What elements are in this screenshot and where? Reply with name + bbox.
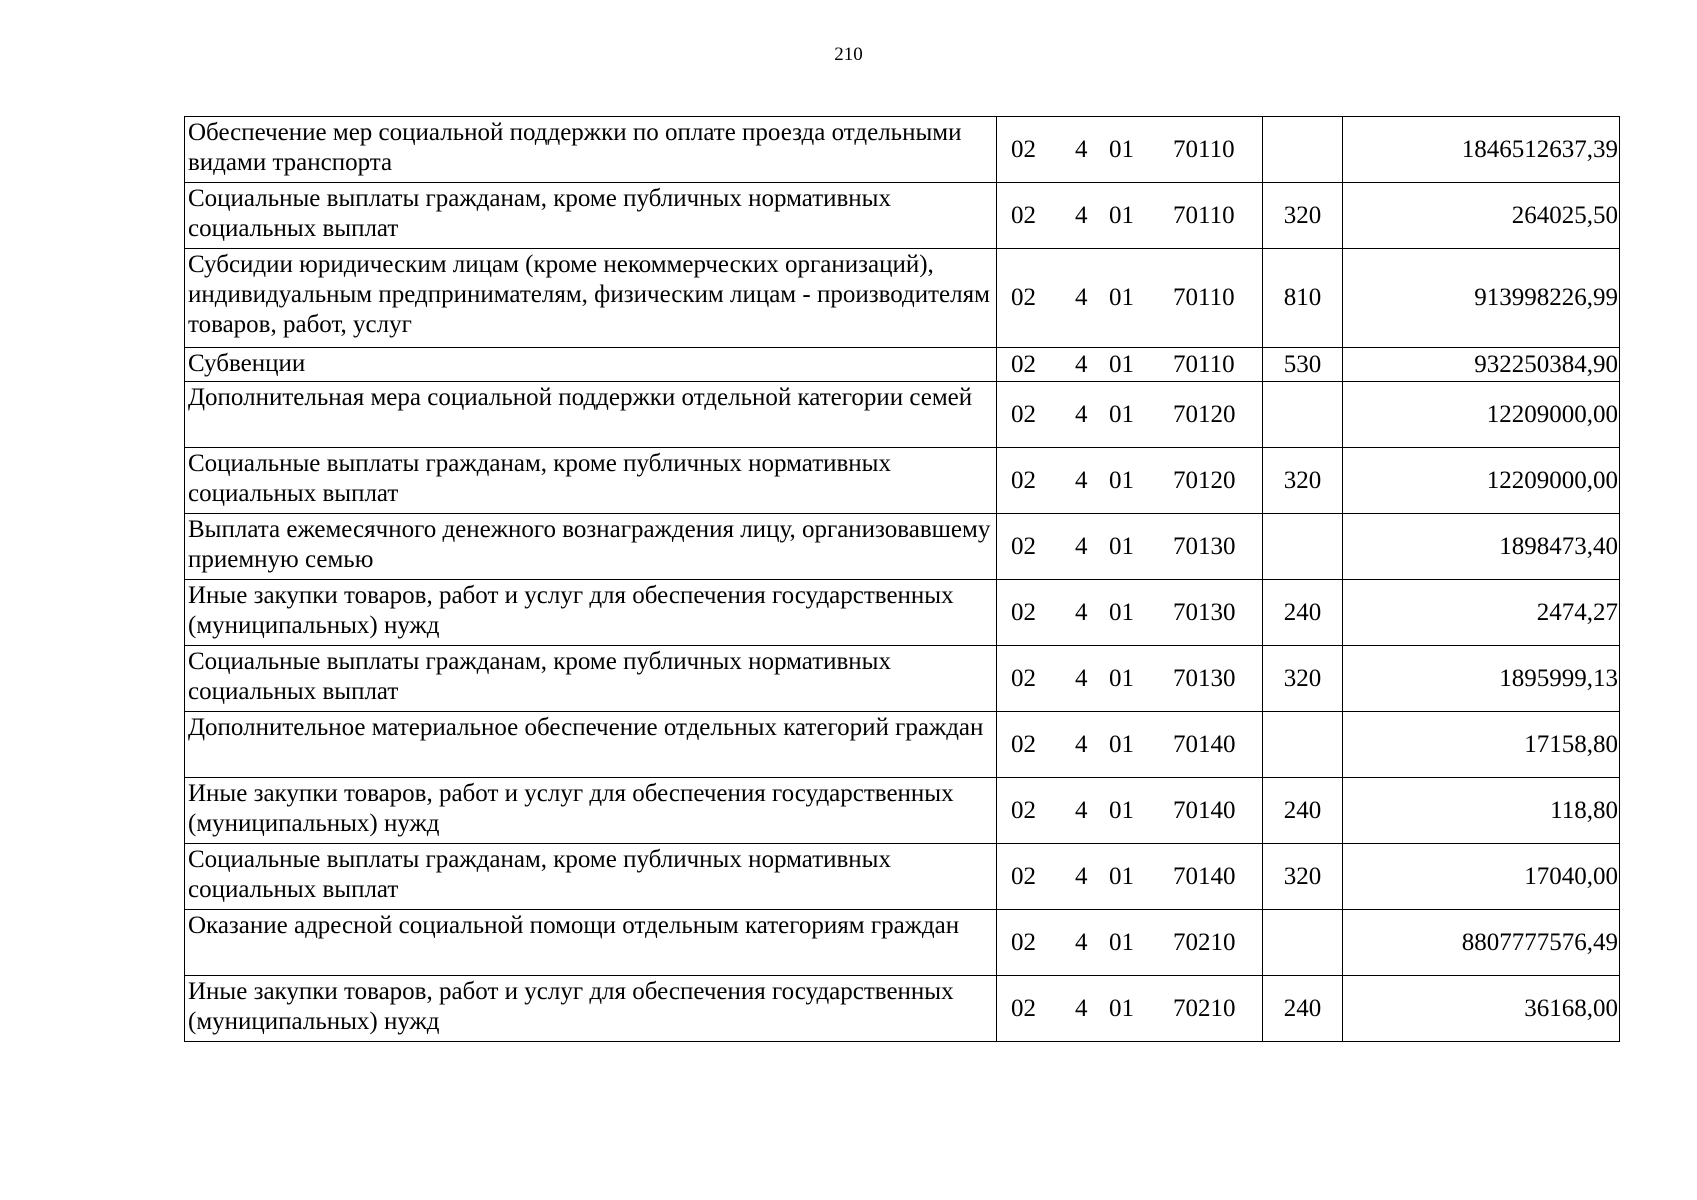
program-code: 4	[1075, 664, 1088, 692]
amount-value: 17158,80	[1524, 730, 1618, 758]
expense-name-cell	[185, 976, 997, 1042]
budget-table-body	[185, 117, 1620, 1042]
code-cell	[997, 778, 1263, 844]
amount-value: 1895999,13	[1499, 664, 1618, 692]
expense-name: Дополнительная мера социальной поддержки отдельной категории семей	[188, 384, 973, 411]
expense-name-cell	[185, 646, 997, 712]
program-code: 4	[1075, 928, 1088, 956]
direction-code: 70210	[1173, 928, 1236, 956]
amount-value: 118,80	[1550, 796, 1618, 824]
expense-type-cell	[1263, 844, 1343, 910]
table-row	[185, 976, 1620, 1042]
amount-value: 1846512637,39	[1461, 135, 1618, 163]
section-code: 02	[1011, 400, 1036, 428]
amount-cell	[1343, 448, 1620, 514]
expense-type-cell	[1263, 976, 1343, 1042]
section-code: 02	[1011, 532, 1036, 560]
expense-name-cell	[185, 382, 997, 448]
amount-cell	[1343, 382, 1620, 448]
expense-name: Иные закупки товаров, работ и услуг для обеспечения государственных (муниципальных) нужд	[188, 582, 954, 639]
code-cell	[997, 844, 1263, 910]
expense-type-code: 240	[1283, 796, 1322, 824]
amount-cell	[1343, 514, 1620, 580]
expense-name-cell	[185, 910, 997, 976]
section-code: 02	[1011, 664, 1036, 692]
expense-type-cell	[1263, 382, 1343, 448]
section-code: 02	[1011, 598, 1036, 626]
direction-code: 70110	[1173, 135, 1235, 163]
page-number: 210	[834, 44, 863, 65]
direction-code: 70110	[1173, 284, 1235, 311]
expense-name-cell	[185, 514, 997, 580]
expense-name: Социальные выплаты гражданам, кроме публичных нормативных социальных выплат	[188, 648, 891, 705]
code-cell	[997, 249, 1263, 348]
amount-value: 2474,27	[1536, 598, 1618, 626]
code-cell	[997, 514, 1263, 580]
budget-table	[184, 116, 1620, 1042]
expense-name: Социальные выплаты гражданам, кроме публичных нормативных социальных выплат	[188, 185, 891, 242]
subprogram-code: 01	[1109, 796, 1134, 824]
expense-name-cell	[185, 183, 997, 249]
expense-type-code: 320	[1283, 862, 1322, 890]
expense-name: Выплата ежемесячного денежного вознаграждения лицу, организовавшему приемную семью	[188, 516, 991, 573]
expense-type-cell	[1263, 910, 1343, 976]
expense-name: Субсидии юридическим лицам (кроме некоммерческих организаций), индивидуальным предпринимателям, физическим лицам - производителям товаров, работ, услуг	[188, 251, 990, 338]
expense-type-cell	[1263, 448, 1343, 514]
program-code: 4	[1075, 730, 1088, 758]
section-code: 02	[1011, 135, 1036, 163]
program-code: 4	[1075, 350, 1088, 378]
subprogram-code: 01	[1109, 350, 1134, 378]
subprogram-code: 01	[1109, 664, 1134, 692]
section-code: 02	[1011, 796, 1036, 824]
expense-name-cell	[185, 778, 997, 844]
amount-cell	[1343, 646, 1620, 712]
direction-code: 70210	[1173, 994, 1236, 1022]
table-row	[185, 448, 1620, 514]
amount-value: 913998226,99	[1474, 284, 1618, 311]
amount-value: 12209000,00	[1486, 466, 1618, 494]
direction-code: 70110	[1173, 201, 1235, 229]
expense-type-cell	[1263, 348, 1343, 382]
expense-type-cell	[1263, 117, 1343, 183]
table-row	[185, 844, 1620, 910]
direction-code: 70120	[1173, 466, 1236, 494]
table-row	[185, 382, 1620, 448]
amount-value: 1898473,40	[1499, 532, 1618, 560]
code-cell	[997, 910, 1263, 976]
expense-name-cell	[185, 249, 997, 348]
subprogram-code: 01	[1109, 730, 1134, 758]
code-cell	[997, 117, 1263, 183]
section-code: 02	[1011, 730, 1036, 758]
direction-code: 70120	[1173, 400, 1236, 428]
amount-cell	[1343, 580, 1620, 646]
program-code: 4	[1075, 796, 1088, 824]
table-row	[185, 646, 1620, 712]
direction-code: 70140	[1173, 730, 1236, 758]
section-code: 02	[1011, 466, 1036, 494]
code-cell	[997, 448, 1263, 514]
direction-code: 70130	[1173, 598, 1236, 626]
expense-type-cell	[1263, 646, 1343, 712]
amount-value: 264025,50	[1511, 201, 1618, 229]
amount-cell	[1343, 249, 1620, 348]
table-row	[185, 514, 1620, 580]
expense-type-code: 320	[1283, 466, 1322, 494]
program-code: 4	[1075, 284, 1088, 311]
amount-cell	[1343, 348, 1620, 382]
direction-code: 70110	[1173, 350, 1235, 378]
subprogram-code: 01	[1109, 400, 1134, 428]
table-row	[185, 580, 1620, 646]
section-code: 02	[1011, 994, 1036, 1022]
subprogram-code: 01	[1109, 598, 1134, 626]
direction-code: 70130	[1173, 532, 1236, 560]
amount-cell	[1343, 183, 1620, 249]
expense-name-cell	[185, 348, 997, 382]
expense-name: Социальные выплаты гражданам, кроме публичных нормативных социальных выплат	[188, 450, 891, 507]
expense-type-code: 810	[1283, 284, 1322, 311]
direction-code: 70130	[1173, 664, 1236, 692]
expense-type-code: 240	[1283, 598, 1322, 626]
expense-name: Дополнительное материальное обеспечение отдельных категорий граждан	[188, 714, 984, 741]
amount-cell	[1343, 117, 1620, 183]
program-code: 4	[1075, 994, 1088, 1022]
section-code: 02	[1011, 201, 1036, 229]
expense-name-cell	[185, 712, 997, 778]
subprogram-code: 01	[1109, 532, 1134, 560]
subprogram-code: 01	[1109, 201, 1134, 229]
expense-name: Оказание адресной социальной помощи отдельным категориям граждан	[188, 912, 960, 939]
code-cell	[997, 976, 1263, 1042]
expense-name-cell	[185, 844, 997, 910]
amount-cell	[1343, 844, 1620, 910]
table-row	[185, 778, 1620, 844]
direction-code: 70140	[1173, 862, 1236, 890]
expense-name-cell	[185, 117, 997, 183]
amount-value: 932250384,90	[1474, 350, 1618, 378]
expense-type-cell	[1263, 580, 1343, 646]
expense-name: Субвенции	[188, 350, 306, 377]
amount-cell	[1343, 712, 1620, 778]
amount-value: 12209000,00	[1486, 400, 1618, 428]
expense-type-cell	[1263, 183, 1343, 249]
code-cell	[997, 348, 1263, 382]
code-cell	[997, 712, 1263, 778]
expense-name-cell	[185, 448, 997, 514]
subprogram-code: 01	[1109, 928, 1134, 956]
section-code: 02	[1011, 928, 1036, 956]
subprogram-code: 01	[1109, 994, 1134, 1022]
table-row	[185, 249, 1620, 348]
expense-name: Иные закупки товаров, работ и услуг для обеспечения государственных (муниципальных) нужд	[188, 780, 954, 837]
amount-value: 17040,00	[1524, 862, 1618, 890]
code-cell	[997, 580, 1263, 646]
subprogram-code: 01	[1109, 284, 1134, 311]
section-code: 02	[1011, 350, 1036, 378]
expense-type-cell	[1263, 249, 1343, 348]
expense-type-code: 320	[1283, 664, 1322, 692]
expense-name: Иные закупки товаров, работ и услуг для обеспечения государственных (муниципальных) нужд	[188, 978, 954, 1035]
amount-value: 8807777576,49	[1461, 928, 1618, 956]
program-code: 4	[1075, 862, 1088, 890]
expense-type-cell	[1263, 778, 1343, 844]
program-code: 4	[1075, 201, 1088, 229]
expense-name-cell	[185, 580, 997, 646]
amount-cell	[1343, 976, 1620, 1042]
subprogram-code: 01	[1109, 466, 1134, 494]
table-row	[185, 117, 1620, 183]
code-cell	[997, 183, 1263, 249]
direction-code: 70140	[1173, 796, 1236, 824]
program-code: 4	[1075, 598, 1088, 626]
amount-cell	[1343, 778, 1620, 844]
table-row	[185, 183, 1620, 249]
expense-name: Обеспечение мер социальной поддержки по оплате проезда отдельными видами транспорта	[188, 119, 962, 176]
amount-cell	[1343, 910, 1620, 976]
code-cell	[997, 382, 1263, 448]
subprogram-code: 01	[1109, 862, 1134, 890]
table-row	[185, 712, 1620, 778]
table-row	[185, 348, 1620, 382]
program-code: 4	[1075, 532, 1088, 560]
program-code: 4	[1075, 135, 1088, 163]
section-code: 02	[1011, 284, 1036, 311]
expense-name: Социальные выплаты гражданам, кроме публичных нормативных социальных выплат	[188, 846, 891, 903]
subprogram-code: 01	[1109, 135, 1134, 163]
expense-type-code: 320	[1283, 201, 1322, 229]
section-code: 02	[1011, 862, 1036, 890]
expense-type-cell	[1263, 514, 1343, 580]
expense-type-code: 530	[1283, 350, 1322, 378]
code-cell	[997, 646, 1263, 712]
expense-type-code: 240	[1283, 994, 1322, 1022]
amount-value: 36168,00	[1524, 994, 1618, 1022]
table-row	[185, 910, 1620, 976]
expense-type-cell	[1263, 712, 1343, 778]
program-code: 4	[1075, 466, 1088, 494]
program-code: 4	[1075, 400, 1088, 428]
